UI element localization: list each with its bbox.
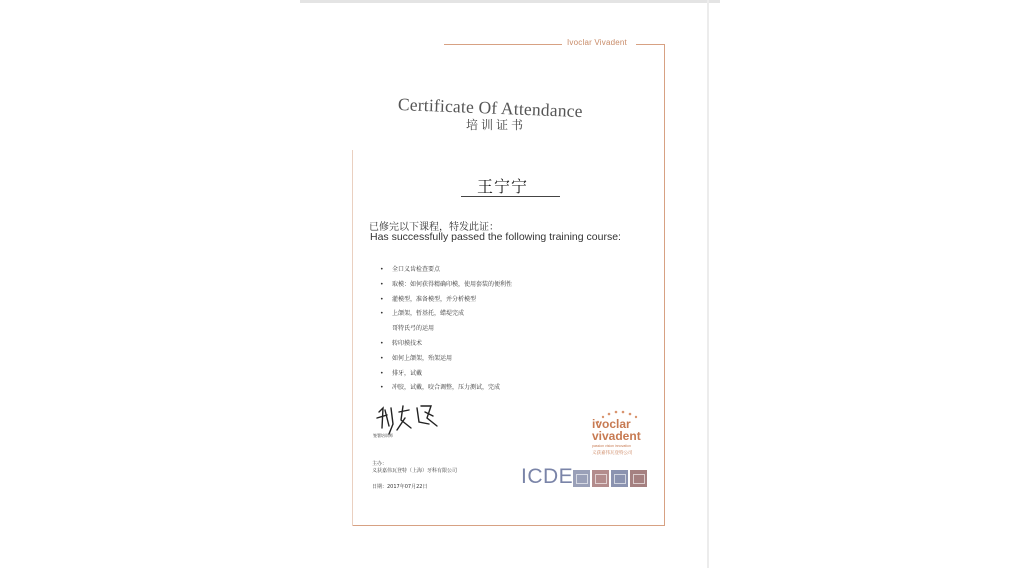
course-list	[380, 263, 512, 396]
course-item: • 冲胶，试戴，咬合调整，压力测试，完成	[380, 381, 512, 396]
ivoclar-logo-line2: vivadent	[592, 429, 641, 443]
bullet-icon: •	[380, 295, 384, 303]
scan-fold-line	[707, 0, 709, 568]
icde-building-icon	[573, 470, 590, 487]
course-item: • 如何上颌架，殆架运用	[380, 352, 512, 367]
frame-left-line	[352, 150, 353, 526]
certificate-title-chinese: 培训证书	[466, 118, 527, 132]
course-item: • 取模：如何获得精确印模，使用套装的便利性	[380, 278, 512, 293]
bullet-icon: •	[380, 384, 384, 392]
icde-image-tiles	[573, 470, 647, 487]
frame-top-line-right	[636, 44, 665, 45]
name-underline	[461, 196, 560, 197]
recipient-name: 王宁宁	[477, 177, 529, 196]
frame-right-line	[664, 44, 665, 526]
bullet-icon: •	[380, 280, 384, 288]
bullet-icon: •	[380, 266, 384, 273]
icde-lab-icon	[611, 470, 628, 487]
course-item: • 全口义齿检查要点	[380, 263, 512, 278]
icde-logo: ICDE	[521, 465, 574, 488]
intro-text-english: Has successfully passed the following training course:	[370, 231, 621, 243]
issuer-label: 主办：	[372, 461, 388, 467]
course-item: • 上颌架，暂基托，蜡堤完成	[380, 307, 512, 322]
ivoclar-chinese-name: 义获嘉伟瓦登特公司	[592, 451, 633, 456]
issuer-name: 义获嘉伟瓦登特（上海）牙科有限公司	[372, 468, 458, 474]
course-item: • 转印摸技术	[380, 337, 512, 352]
course-item: • 灌模型，准备模型，并分析模型	[380, 293, 512, 308]
issue-date: 日期：2017年07月22日	[372, 484, 428, 490]
frame-top-line	[444, 44, 562, 45]
course-item: 哥特氏弓的运用	[392, 325, 435, 333]
ivoclar-logo-line1: ivoclar	[592, 417, 631, 431]
certificate-title-english: Certificate Of Attendance	[397, 94, 584, 122]
ivoclar-tagline: passion vision innovation	[592, 444, 631, 448]
bullet-icon: •	[380, 354, 384, 362]
icde-dental-icon	[630, 470, 647, 487]
bullet-icon: •	[380, 369, 384, 377]
scan-edge-shadow	[300, 0, 720, 3]
brand-top-label: Ivoclar Vivadent	[567, 38, 627, 47]
bullet-icon: •	[380, 339, 384, 347]
signature-caption: 签署培训师	[373, 433, 393, 438]
bullet-icon: •	[380, 310, 384, 318]
intro-text-chinese: 已修完以下课程，特发此证：	[369, 222, 499, 233]
course-item: • 排牙，试戴	[380, 367, 512, 382]
frame-bottom-line	[352, 525, 665, 526]
icde-training-icon	[592, 470, 609, 487]
